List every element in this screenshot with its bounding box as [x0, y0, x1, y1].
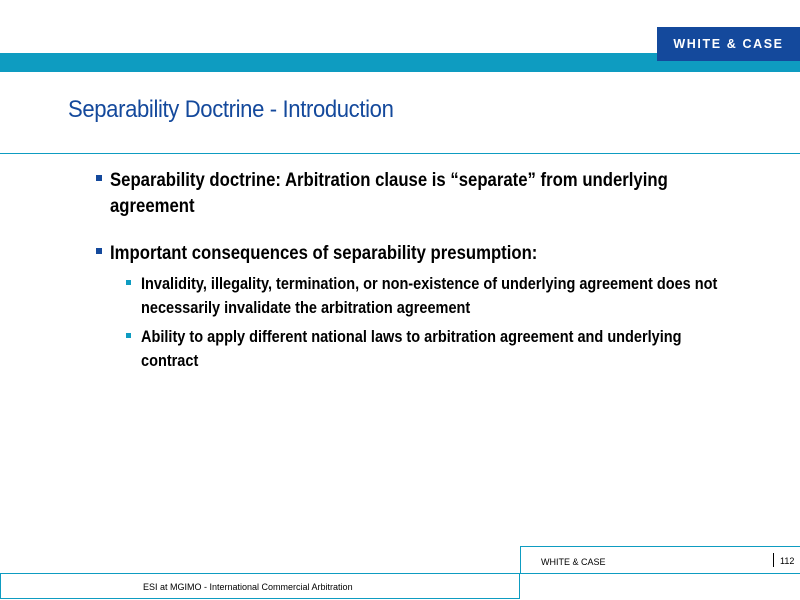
slide-title: Separability Doctrine - Introduction	[68, 96, 394, 123]
bullet-important-consequences	[96, 241, 726, 267]
square-bullet-icon	[126, 333, 131, 338]
white-case-logo	[657, 27, 800, 61]
title-divider	[0, 153, 800, 154]
footer-caption-box	[0, 573, 520, 599]
footer-caption: ESI at MGIMO - International Commercial Arbitration	[143, 582, 353, 592]
footer-brand-box	[520, 546, 800, 574]
sub-bullet-national-laws	[126, 325, 726, 373]
sub-bullet-invalidity	[126, 272, 726, 320]
footer-separator	[773, 553, 774, 567]
square-bullet-icon	[96, 248, 102, 254]
square-bullet-icon	[126, 280, 131, 285]
sub-bullet-text: Ability to apply different national laws to arbitration agreement and underlying contract	[141, 328, 682, 370]
square-bullet-icon	[96, 175, 102, 181]
page-number: 112	[780, 556, 795, 566]
bullet-text: Important consequences of separability presumption:	[110, 243, 538, 264]
bullet-separability-doctrine	[96, 168, 726, 220]
sub-bullet-text: Invalidity, illegality, termination, or non-existence of underlying agreement does not necessarily invalidate the arbitration agreement	[141, 275, 718, 317]
bullet-text: Separability doctrine: Arbitration clause is “separate” from underlying agreement	[110, 170, 668, 217]
logo-text: WHITE & CASE	[673, 37, 784, 51]
footer-brand: WHITE & CASE	[541, 557, 606, 567]
